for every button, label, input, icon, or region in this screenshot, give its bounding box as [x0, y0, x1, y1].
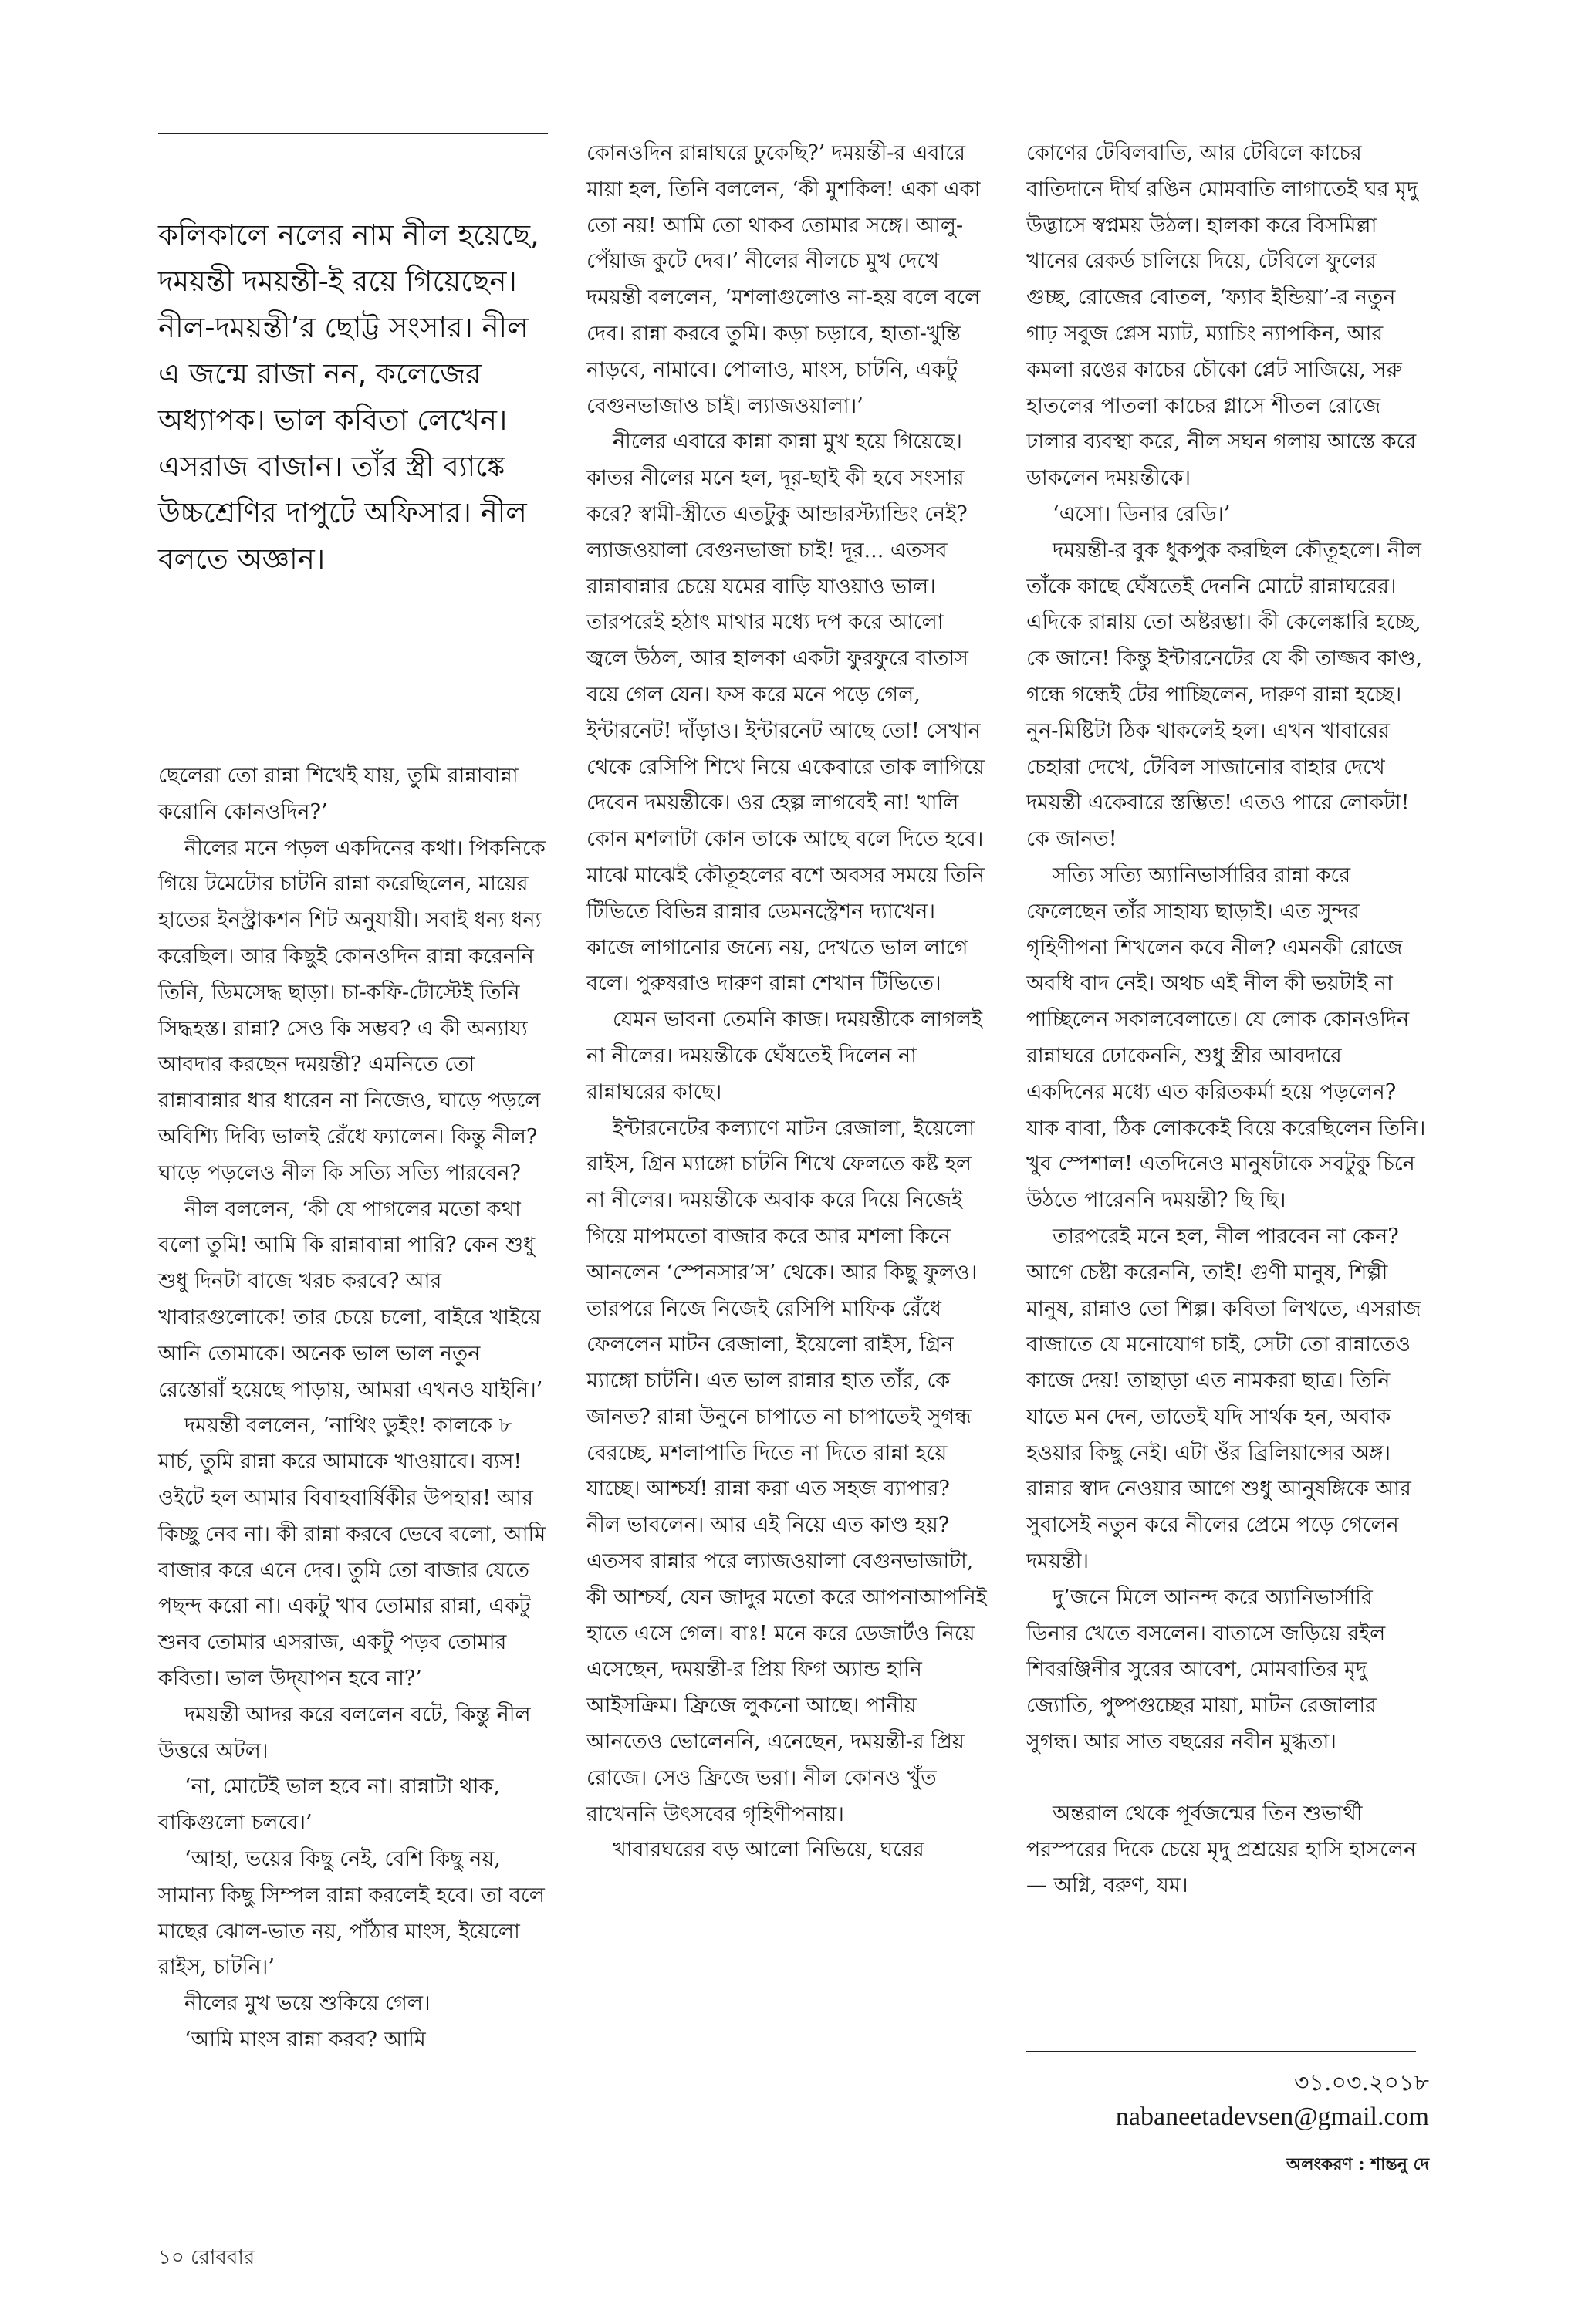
- paragraph: ‘না, মোটেই ভাল হবে না। রান্নাটা থাক, বাকিগুলো চলবে।’: [158, 1775, 500, 1836]
- paragraph: ‘আহা, ভয়ের কিছু নেই, বেশি কিছু নয়, সামান্য কিছু সিম্পল রান্না করলেই হবে। তা বলে মাছের ঝোল-ভাত নয়, পাঁঠার মাংস, ইয়েলো রাইস, চাটনি।’: [158, 1846, 545, 1980]
- paragraph: কোনওদিন রান্নাঘরে ঢুকেছি?’ দময়ন্তী-র এবারে মায়া হল, তিনি বললেন, ‘কী মুশকিল! একা একা তো নয়! আমি তো থাকব তোমার সঙ্গে। আলু-পেঁয়াজ কুটে দেব।’ নীলের নীলচে মুখ দেখে দময়ন্তী বললেন, ‘মশলাগুলোও না-হয় বলে বলে দেব। রান্না করবে তুমি। কড়া চড়াবে, হাতা-খুন্তি নাড়বে, নামাবে। পোলাও, মাংস, চাটনি, একটু বেগুনভাজাও চাই। ল্যাজওয়ালা।’: [586, 141, 981, 418]
- paragraph: দময়ন্তী আদর করে বললেন বটে, কিন্তু নীল উত্তরে অটল।: [158, 1702, 531, 1763]
- paragraph: নীল বললেন, ‘কী যে পাগলের মতো কথা বলো তুমি! আমি কি রান্নাবান্না পারি? কেন শুধু শুধু দিনটা বাজে খরচ করবে? আর খাবারগুলোকে! তার চেয়ে চলো, বাইরে খাইয়ে আনি তোমাকে। অনেক ভাল ভাল নতুন রেস্তোরাঁ হয়েছে পাড়ায়, আমরা এখনও যাইনি।’: [158, 1197, 543, 1402]
- signature-rule: [1026, 2051, 1416, 2052]
- top-rule: [158, 133, 548, 134]
- paragraph: ‘এসো। ডিনার রেডি।’: [1053, 502, 1231, 526]
- paragraph: সত্যি সত্যি অ্যানিভার্সারির রান্না করে ফেলেছেন তাঁর সাহায্য ছাড়াই। এত সুন্দর গৃহিণীপনা শিখলেন কবে নীল? এমনকী রোজে অবধি বাদ নেই। অথচ এই নীল কী ভয়টাই না পাচ্ছিলেন সকালবেলাতে। যে লোক কোনওদিন রান্নাঘরে ঢোকেননি, শুধু স্ত্রীর আবদারে একদিনের মধ্যে এত করিতকর্মা হয়ে পড়লেন? যাক বাবা, ঠিক লোককেই বিয়ে করেছিলেন তিনি। খুব স্পেশাল! এতদিনেও মানুষটাকে সবটুকু চিনে উঠতে পারেননি দময়ন্তী? ছি ছি।: [1026, 863, 1426, 1213]
- paragraph: ইন্টারনেটের কল্যাণে মাটন রেজালা, ইয়েলো রাইস, গ্রিন ম্যাঙ্গো চাটনি শিখে ফেলতে কষ্ট হল না নীলের। দময়ন্তীকে অবাক করে দিয়ে নিজেই গিয়ে মাপমতো বাজার করে আর মশলা কিনে আনলেন ‘স্পেনসার’স’ থেকে। আর কিছু ফুলও। তারপরে নিজে নিজেই রেসিপি মাফিক রেঁধে ফেললেন মাটন রেজালা, ইয়েলো রাইস, গ্রিন ম্যাঙ্গো চাটনি। এত ভাল রান্নার হাত তাঁর, কে জানত? রান্না উনুনে চাপাতে না চাপাতেই সুগন্ধ বেরচ্ছে, মশলাপাতি দিতে না দিতে রান্না হয়ে যাচ্ছে। আশ্চর্য! রান্না করা এত সহজ ব্যাপার? নীল ভাবলেন। আর এই নিয়ে এত কাণ্ড হয়? এতসব রান্নার পরে ল্যাজওয়ালা বেগুনভাজাটা, কী আশ্চর্য, যেন জাদুর মতো করে আপনাআপনিই হাতে এসে গেল। বাঃ! মনে করে ডেজার্টও নিয়ে এসেছেন, দময়ন্তী-র প্রিয় ফিগ অ্যান্ড হানি আইসক্রিম। ফ্রিজে লুকনো আছে। পানীয় আনতেও ভোলেননি, এনেছেন, দময়ন্তী-র প্রিয় রোজে। সেও ফ্রিজে ভরা। নীল কোনও খুঁত রাখেননি উৎসবের গৃহিণীপনায়।: [586, 1116, 987, 1826]
- paragraph: অন্তরাল থেকে পূর্বজন্মের তিন শুভার্থী পরস্পরের দিকে চেয়ে মৃদু প্রশ্রয়ের হাসি হাসলেন— অগ্নি, বরুণ, যম।: [1026, 1801, 1417, 1898]
- column-3: [1026, 136, 1428, 1904]
- paragraph: ‘আমি মাংস রান্না করব? আমি: [184, 2027, 426, 2052]
- column-2: [586, 136, 988, 1869]
- paragraph: কোণের টেবিলবাতি, আর টেবিলে কাচের বাতিদানে দীর্ঘ রঙিন মোমবাতি লাগাতেই ঘর মৃদু উদ্ভাসে স্বপ্নময় উঠল। হালকা করে বিসমিল্লা খানের রেকর্ড চালিয়ে দিয়ে, টেবিলে ফুলের গুচ্ছ, রোজের বোতল, ‘ফ্যাব ইন্ডিয়া’-র নতুন গাঢ় সবুজ প্লেস ম্যাট, ম্যাচিং ন্যাপকিন, আর কমলা রঙের কাচের চৌকো প্লেট সাজিয়ে, সরু হাতলের পাতলা কাচের গ্লাসে শীতল রোজে ঢালার ব্যবস্থা করে, নীল সঘন গলায় আস্তে করে ডাকলেন দময়ন্তীকে।: [1026, 141, 1418, 491]
- paragraph: দময়ন্তী বললেন, ‘নাথিং ডুইং! কালকে ৮ মার্চ, তুমি রান্না করে আমাকে খাওয়াবে। ব্যস! ওইটে হল আমার বিবাহবার্ষিকীর উপহার! আর কিচ্ছু নেব না। কী রান্না করবে ভেবে বলো, আমি বাজার করে এনে দেব। তুমি তো বাজার যেতে পছন্দ করো না। একটু খাব তোমার রান্না, একটু শুনব তোমার এসরাজ, একটু পড়ব তোমার কবিতা। ভাল উদ্‌যাপন হবে না?’: [158, 1414, 546, 1691]
- paragraph: নীলের এবারে কান্না কান্না মুখ হয়ে গিয়েছে। কাতর নীলের মনে হল, দূর-ছাই কী হবে সংসার করে? স্বামী-স্ত্রীতে এতটুকু আন্ডারস্ট্যান্ডিং নেই? ল্যাজওয়ালা বেগুনভাজা চাই! দূর... এতসব রান্নাবান্নার চেয়ে যমের বাড়ি যাওয়াও ভাল। তারপরেই হঠাৎ মাথার মধ্যে দপ করে আলো জ্বলে উঠল, আর হালকা একটা ফুরফুরে বাতাস বয়ে গেল যেন। ফস করে মনে পড়ে গেল, ইন্টারনেট! দাঁড়াও। ইন্টারনেট আছে তো! সেখান থেকে রেসিপি শিখে নিয়ে একেবারে তাক লাগিয়ে দেবেন দময়ন্তীকে। ওর হেল্প লাগবেই না! খালি কোন মশলাটা কোন তাকে আছে বলে দিতে হবে। মাঝে মাঝেই কৌতূহলের বশে অবসর সময়ে তিনি টিভিতে বিভিন্ন রান্নার ডেমনস্ট্রেশন দ্যাখেন। কাজে লাগানোর জন্যে নয়, দেখতে ভাল লাগে বলে। পুরুষরাও দারুণ রান্না শেখান টিভিতে।: [586, 430, 985, 996]
- pull-quote: কলিকালে নলের নাম নীল হয়েছে, দময়ন্তী দময়ন্তী-ই রয়ে গিয়েছেন। নীল-দময়ন্তী’র ছোট্ট সংসার। নীল এ জন্মে রাজা নন, কলেজের অধ্যাপক। ভাল কবিতা লেখেন। এসরাজ বাজান। তাঁর স্ত্রী ব্যাঙ্কে উচ্চশ্রেণির দাপুটে অফিসার। নীল বলতে অজ্ঞান।: [158, 218, 539, 576]
- paragraph: খাবারঘরের বড় আলো নিভিয়ে, ঘরের: [613, 1838, 924, 1863]
- paragraph: ছেলেরা তো রান্না শিখেই যায়, তুমি রান্নাবান্না করোনি কোনওদিন?’: [158, 764, 519, 824]
- paragraph: দময়ন্তী-র বুক ধুকপুক করছিল কৌতূহলে। নীল তাঁকে কাছে ঘেঁষতেই দেননি মোটে রান্নাঘরের। এদিকে রান্নায় তো অষ্টরম্ভা। কী কেলেঙ্কারি হচ্ছে, কে জানে! কিন্তু ইন্টারনেটের যে কী তাজ্জব কাণ্ড, গন্ধে গন্ধেই টের পাচ্ছিলেন, দারুণ রান্না হচ্ছে। নুন-মিষ্টিটা ঠিক থাকলেই হল। এখন খাবারের চেহারা দেখে, টেবিল সাজানোর বাহার দেখে দময়ন্তী একেবারে স্তম্ভিত! এতও পারে লোকটা! কে জানত!: [1026, 538, 1423, 852]
- paragraph: নীলের মনে পড়ল একদিনের কথা। পিকনিকে গিয়ে টমেটোর চাটনি রান্না করেছিলেন, মায়ের হাতের ইনস্ট্রাকশন শিট অনুযায়ী। সবাই ধন্য ধন্য করেছিল। আর কিছুই কোনওদিন রান্না করেননি তিনি, ডিমসেদ্ধ ছাড়া। চা-কফি-টোস্টেই তিনি সিদ্ধহস্ত। রান্না? সেও কি সম্ভব? এ কী অন্যায্য আবদার করছেন দময়ন্তী? এমনিতে তো রান্নাবান্নার ধার ধারেন না নিজেও, ঘাড়ে পড়লে অবিশ্যি দিব্যি ভালই রেঁধে ফ্যালেন। কিন্তু নীল? ঘাড়ে পড়লেও নীল কি সত্যি সত্যি পারবেন?: [158, 836, 546, 1185]
- paragraph: নীলের মুখ ভয়ে শুকিয়ে গেল।: [184, 1991, 431, 2016]
- paragraph: তারপরেই মনে হল, নীল পারবেন না কেন? আগে চেষ্টা করেননি, তাই! গুণী মানুষ, শিল্পী মানুষ, রান্নাও তো শিল্প। কবিতা লিখতে, এসরাজ বাজাতে যে মনোযোগ চাই, সেটা তো রান্নাতেও কাজে দেয়! তাছাড়া এত নামকরা ছাত্র। তিনি যাতে মন দেন, তাতেই যদি সার্থক হন, অবাক হওয়ার কিছু নেই। এটা ওঁর ব্রিলিয়ান্সের অঙ্গ। রান্নার স্বাদ নেওয়ার আগে শুধু আনুষঙ্গিকে আর সুবাসেই নতুন করে নীলের প্রেমে পড়ে গেলেন দময়ন্তী।: [1026, 1224, 1421, 1574]
- page-footer: ১০ রোববার: [158, 2246, 255, 2269]
- column-1: [158, 758, 552, 2059]
- paragraph: দু’জনে মিলে আনন্দ করে অ্যানিভার্সারি ডিনার খেতে বসলেন। বাতাসে জড়িয়ে রইল শিবরঞ্জিনীর সুরের আবেশ, মোমবাতির মৃদু জ্যোতি, পুষ্পগুচ্ছের মায়া, মাটন রেজালার সুগন্ধ। আর সাত বছরের নবীন মুগ্ধতা।: [1026, 1585, 1386, 1755]
- author-email[interactable]: nabaneetadevsen@gmail.com: [1115, 2103, 1429, 2131]
- paragraph: যেমন ভাবনা তেমনি কাজ। দময়ন্তীকে লাগলই না নীলের। দময়ন্তীকে ঘেঁষতেই দিলেন না রান্নাঘরের কাছে।: [586, 1008, 982, 1104]
- signature-date: ৩১.০৩.২০১৮: [1293, 2069, 1429, 2096]
- illustration-credit: অলংকরণ : শান্তনু দে: [1286, 2154, 1429, 2174]
